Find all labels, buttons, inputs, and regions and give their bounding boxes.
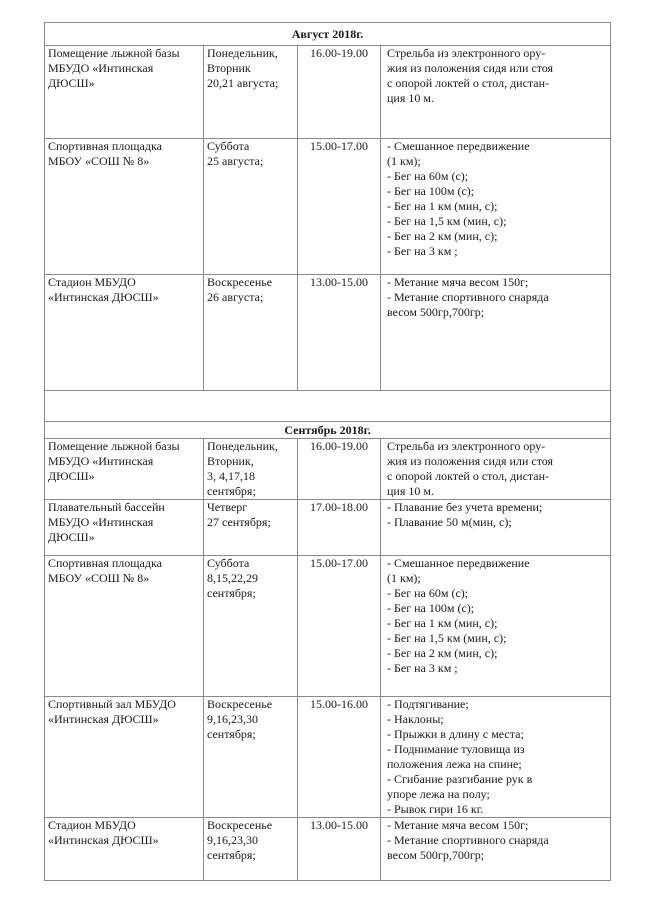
activity-cell-line: жия из положения сидя или стоя (387, 454, 554, 468)
time-cell: 15.00-17.00 (298, 139, 381, 275)
venue-cell (45, 439, 204, 500)
venue-cell (45, 46, 204, 139)
activity-cell-line: - Бег на 1,5 км (мин, с); (387, 214, 507, 228)
activity-cell-line: - Бег на 60м (с); (387, 586, 469, 600)
activity-cell-line: - Рывок гири 16 кг. (387, 802, 484, 816)
section-gap-row (45, 391, 611, 422)
date-cell (204, 46, 298, 139)
venue-cell-line: МБУДО «Интинская (48, 61, 154, 75)
date-cell-line: 9,16,23,30 (207, 712, 258, 726)
month-title: Сентябрь 2018г. (45, 422, 611, 439)
venue-cell (45, 500, 204, 556)
venue-cell-line: Спортивный зал МБУДО (48, 697, 176, 711)
date-cell-line: 8,15,22,29 (207, 571, 258, 585)
activity-cell (381, 139, 611, 275)
date-cell-line: Воскресенье (207, 818, 273, 832)
date-cell-line: Вторник, (207, 454, 254, 468)
activity-cell-line: - Бег на 2 км (мин, с); (387, 229, 498, 243)
activity-cell (381, 275, 611, 391)
activity-cell-line: ция 10 м. (387, 91, 434, 105)
activity-cell-line: - Бег на 1,5 км (мин, с); (387, 631, 507, 645)
venue-cell-line: Плавательный бассейн (48, 500, 165, 514)
activity-cell-line: - Плавание 50 м(мин, с); (387, 515, 512, 529)
activity-cell-line: жия из положения сидя или стоя (387, 61, 554, 75)
month-title: Август 2018г. (45, 23, 611, 46)
table-row (45, 500, 611, 556)
activity-cell-line: положения лежа на спине; (387, 757, 522, 771)
activity-cell-line: - Бег на 1 км (мин, с); (387, 199, 498, 213)
venue-cell-line: «Интинская ДЮСШ» (48, 712, 159, 726)
activity-cell-line: Стрельба из электронного ору- (387, 46, 546, 60)
activity-cell-line: - Поднимание туловища из (387, 742, 525, 756)
time-cell: 15.00-17.00 (298, 556, 381, 697)
date-cell-line: 20,21 августа; (207, 76, 279, 90)
date-cell-line: Воскресенье (207, 275, 273, 289)
activity-cell-line: - Подтягивание; (387, 697, 469, 711)
date-cell (204, 500, 298, 556)
month-header-row (45, 422, 611, 439)
activity-cell-line: с опорой локтей о стол, дистан- (387, 469, 550, 483)
date-cell-line: Понедельник, (207, 46, 278, 60)
time-cell: 16.00-19.00 (298, 439, 381, 500)
venue-cell (45, 556, 204, 697)
activity-cell-line: - Бег на 100м (с); (387, 184, 475, 198)
table-row (45, 697, 611, 818)
schedule-page (44, 22, 610, 881)
activity-cell-line: - Бег на 1 км (мин, с); (387, 616, 498, 630)
activity-cell-line: - Бег на 3 км ; (387, 661, 458, 675)
date-cell-line: сентября; (207, 586, 256, 600)
activity-cell-line: весом 500гр,700гр; (387, 305, 485, 319)
date-cell-line: Суббота (207, 139, 250, 153)
venue-cell-line: МБУДО «Интинская (48, 515, 154, 529)
activity-cell-line: - Бег на 60м (с); (387, 169, 469, 183)
venue-cell-line: Стадион МБУДО (48, 818, 136, 832)
activity-cell-line: - Метание спортивного снаряда (387, 833, 549, 847)
venue-cell-line: МБОУ «СОШ № 8» (48, 571, 150, 585)
activity-cell-line: - Бег на 100м (с); (387, 601, 475, 615)
table-row (45, 818, 611, 881)
venue-cell-line: Спортивная площадка (48, 139, 162, 153)
venue-cell-line: «Интинская ДЮСШ» (48, 290, 159, 304)
activity-cell-line: - Смешанное передвижение (387, 556, 530, 570)
date-cell-line: сентября; (207, 848, 256, 862)
date-cell (204, 697, 298, 818)
activity-cell-line: - Метание мяча весом 150г; (387, 818, 529, 832)
venue-cell (45, 697, 204, 818)
venue-cell-line: Помещение лыжной базы (48, 439, 180, 453)
date-cell-line: Воскресенье (207, 697, 273, 711)
venue-cell (45, 818, 204, 881)
venue-cell-line: МБОУ «СОШ № 8» (48, 154, 150, 168)
table-row (45, 46, 611, 139)
time-cell: 17.00-18.00 (298, 500, 381, 556)
table-row (45, 556, 611, 697)
date-cell-line: Вторник (207, 61, 251, 75)
activity-cell (381, 500, 611, 556)
activity-cell (381, 818, 611, 881)
date-cell-line: 3, 4,17,18 (207, 469, 255, 483)
venue-cell-line: МБУДО «Интинская (48, 454, 154, 468)
activity-cell-line: - Прыжки в длину с места; (387, 727, 524, 741)
date-cell (204, 139, 298, 275)
month-header-row (45, 23, 611, 46)
activity-cell-line: - Плавание без учета времени; (387, 500, 543, 514)
activity-cell-line: ция 10 м. (387, 484, 434, 498)
activity-cell (381, 46, 611, 139)
venue-cell-line: ДЮСШ» (48, 530, 95, 544)
time-cell: 15.00-16.00 (298, 697, 381, 818)
venue-cell-line: Спортивная площадка (48, 556, 162, 570)
venue-cell-line: ДЮСШ» (48, 76, 95, 90)
date-cell-line: 9,16,23,30 (207, 833, 258, 847)
activity-cell-line: - Сгибание разгибание рук в (387, 772, 533, 786)
venue-cell-line: ДЮСШ» (48, 469, 95, 483)
activity-cell-line: (1 км); (387, 571, 421, 585)
table-row (45, 275, 611, 391)
table-row (45, 439, 611, 500)
venue-cell-line: Помещение лыжной базы (48, 46, 180, 60)
venue-cell-line: «Интинская ДЮСШ» (48, 833, 159, 847)
table-row (45, 139, 611, 275)
date-cell-line: 26 августа; (207, 290, 264, 304)
time-cell: 13.00-15.00 (298, 818, 381, 881)
date-cell-line: сентября; (207, 484, 256, 498)
activity-cell-line: - Бег на 3 км ; (387, 244, 458, 258)
section-gap (45, 391, 611, 422)
venue-cell (45, 139, 204, 275)
date-cell-line: сентября; (207, 727, 256, 741)
date-cell (204, 556, 298, 697)
activity-cell-line: упоре лежа на полу; (387, 787, 490, 801)
activity-cell (381, 697, 611, 818)
activity-cell (381, 556, 611, 697)
date-cell-line: 25 августа; (207, 154, 264, 168)
venue-cell-line: Стадион МБУДО (48, 275, 136, 289)
activity-cell-line: - Метание спортивного снаряда (387, 290, 549, 304)
schedule-table (44, 22, 611, 881)
activity-cell-line: (1 км); (387, 154, 421, 168)
activity-cell-line: весом 500гр,700гр; (387, 848, 485, 862)
date-cell-line: 27 сентября; (207, 515, 271, 529)
date-cell (204, 439, 298, 500)
date-cell-line: Понедельник, (207, 439, 278, 453)
time-cell: 16.00-19.00 (298, 46, 381, 139)
venue-cell (45, 275, 204, 391)
activity-cell (381, 439, 611, 500)
date-cell (204, 275, 298, 391)
activity-cell-line: - Бег на 2 км (мин, с); (387, 646, 498, 660)
date-cell-line: Суббота (207, 556, 250, 570)
date-cell-line: Четверг (207, 500, 248, 514)
activity-cell-line: - Наклоны; (387, 712, 444, 726)
activity-cell-line: - Метание мяча весом 150г; (387, 275, 529, 289)
activity-cell-line: с опорой локтей о стол, дистан- (387, 76, 550, 90)
time-cell: 13.00-15.00 (298, 275, 381, 391)
activity-cell-line: - Смешанное передвижение (387, 139, 530, 153)
activity-cell-line: Стрельба из электронного ору- (387, 439, 546, 453)
date-cell (204, 818, 298, 881)
